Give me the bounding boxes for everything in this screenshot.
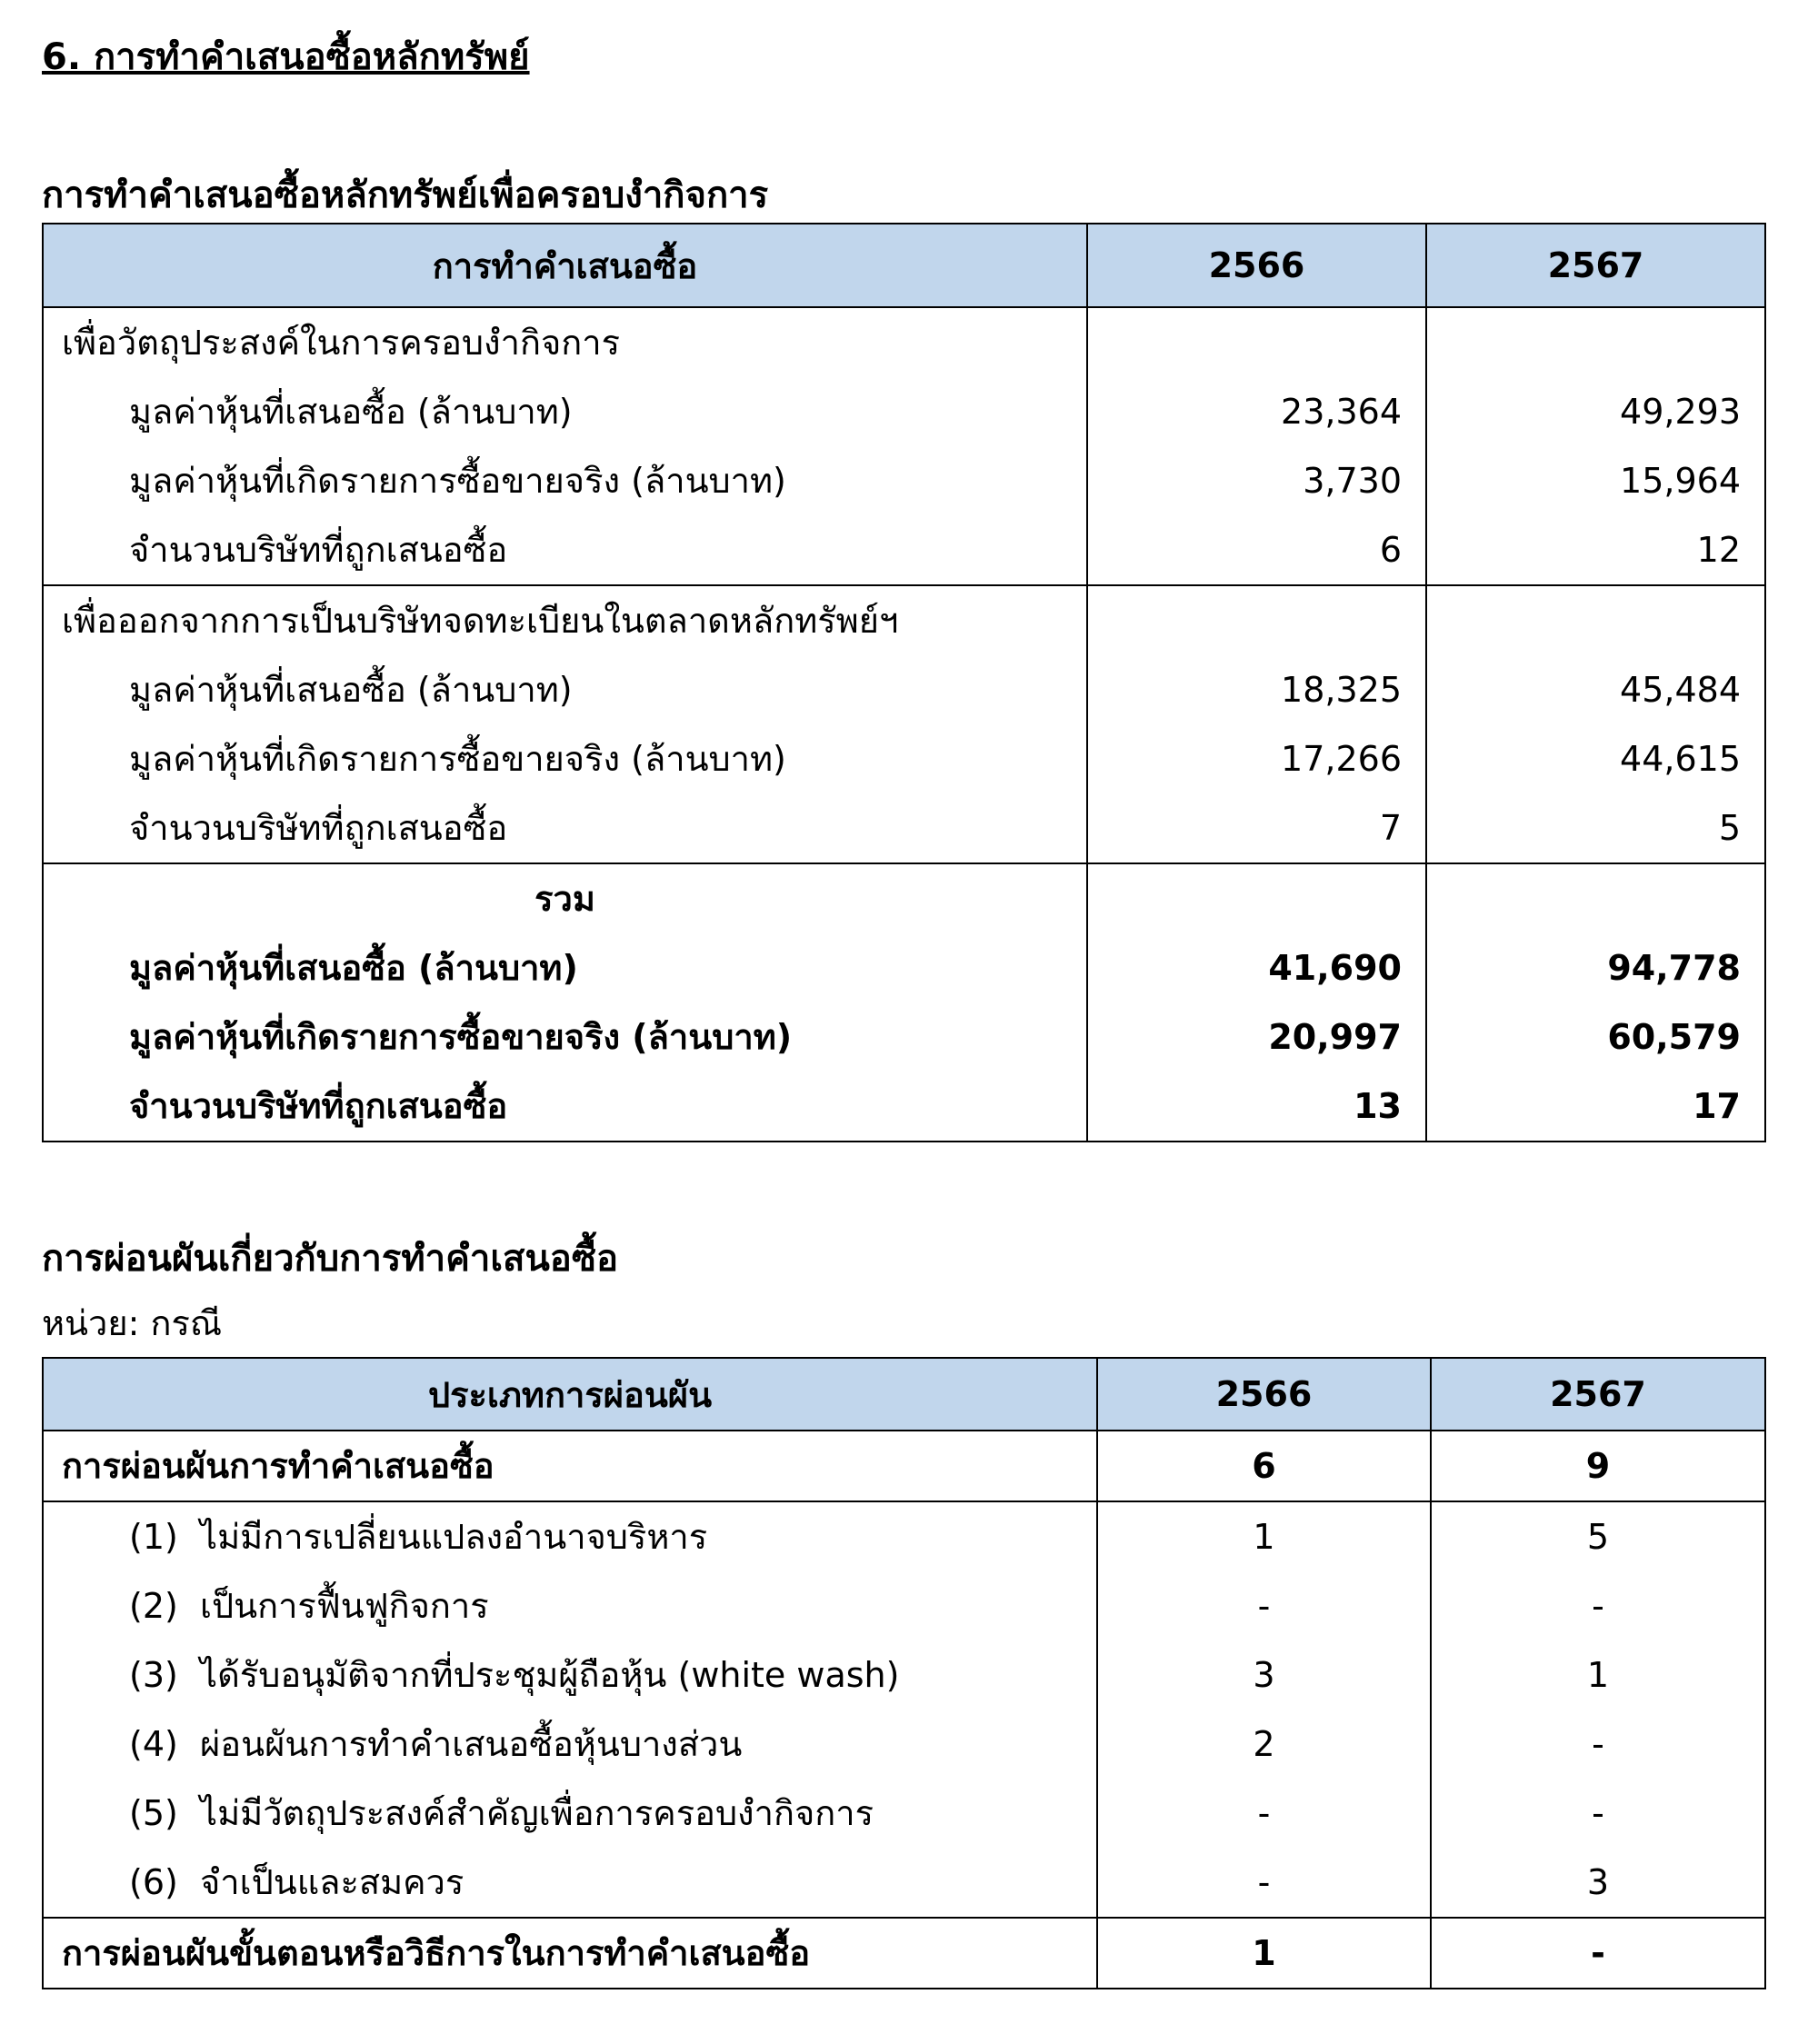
row-label: จำนวนบริษัทที่ถูกเสนอซื้อ <box>129 1086 508 1126</box>
waiver-total-row <box>43 1431 1765 1501</box>
value-2567: 60,579 <box>1607 1017 1741 1057</box>
value-2566: 20,997 <box>1268 1017 1402 1057</box>
table2-header-row <box>43 1358 1765 1431</box>
row-label: การผ่อนผันขั้นตอนหรือวิธีการในการทำคำเสนอซื้อ <box>62 1933 811 1973</box>
value-2567: 17 <box>1693 1086 1741 1126</box>
value-2566: 7 <box>1379 808 1402 848</box>
table1-group-takeover <box>43 307 1765 585</box>
list-item: (2) เป็นการฟื้นฟูกิจการ <box>129 1586 489 1626</box>
row-label: มูลค่าหุ้นที่เกิดรายการซื้อขายจริง (ล้านบาท) <box>129 739 786 779</box>
table1-group-delisting <box>43 585 1765 863</box>
group-title-total: รวม <box>534 879 595 919</box>
col-header-2567: 2567 <box>1426 224 1765 307</box>
table1-heading: การทำคำเสนอซื้อหลักทรัพย์เพื่อครอบงำกิจการ <box>42 174 769 216</box>
value-2566: 3 <box>1253 1655 1275 1695</box>
value-2566: 6 <box>1379 530 1402 570</box>
value-2566: 13 <box>1354 1086 1402 1126</box>
value-2567: 9 <box>1585 1446 1611 1486</box>
value-2566: 1 <box>1252 1933 1276 1973</box>
value-2566: 18,325 <box>1281 670 1402 710</box>
value-2567: 5 <box>1586 1517 1610 1557</box>
value-2567: 44,615 <box>1620 739 1741 779</box>
col-header-2567: 2567 <box>1431 1358 1765 1431</box>
row-label: มูลค่าหุ้นที่เกิดรายการซื้อขายจริง (ล้านบาท) <box>129 461 786 501</box>
value-2567: - <box>1591 1933 1605 1973</box>
value-2567: 5 <box>1718 808 1741 848</box>
row-label: จำนวนบริษัทที่ถูกเสนอซื้อ <box>129 530 508 570</box>
unit-label: หน่วย: กรณี <box>42 1303 223 1343</box>
value-2566: 23,364 <box>1281 392 1402 432</box>
value-2566: 3,730 <box>1303 461 1402 501</box>
table1-header-row <box>43 224 1765 307</box>
waiver-table <box>42 1357 1766 1989</box>
group-title: เพื่อออกจากการเป็นบริษัทจดทะเบียนในตลาดหลักทรัพย์ฯ <box>62 601 899 641</box>
table2-heading: การผ่อนผันเกี่ยวกับการทำคำเสนอซื้อ <box>42 1238 618 1280</box>
value-2566: 6 <box>1252 1446 1276 1486</box>
value-2566: - <box>1257 1862 1271 1902</box>
value-2567: 49,293 <box>1620 392 1741 432</box>
section-title: 6. การทำคำเสนอซื้อหลักทรัพย์ <box>42 36 530 78</box>
value-2567: - <box>1592 1793 1604 1833</box>
value-2567: 15,964 <box>1620 461 1741 501</box>
value-2566: - <box>1257 1586 1271 1626</box>
row-label: การผ่อนผันการทำคำเสนอซื้อ <box>62 1446 494 1486</box>
row-label: มูลค่าหุ้นที่เสนอซื้อ (ล้านบาท) <box>129 670 573 710</box>
row-label: จำนวนบริษัทที่ถูกเสนอซื้อ <box>129 808 508 848</box>
takeover-offer-table <box>42 223 1766 1142</box>
value-2566: 1 <box>1253 1517 1275 1557</box>
row-label: มูลค่าหุ้นที่เสนอซื้อ (ล้านบาท) <box>129 392 573 432</box>
value-2566: 17,266 <box>1281 739 1402 779</box>
waiver-items <box>43 1501 1765 1918</box>
procedure-waiver-row <box>43 1918 1765 1989</box>
value-2567: 1 <box>1586 1655 1610 1695</box>
list-item: (1) ไม่มีการเปลี่ยนแปลงอำนาจบริหาร <box>129 1517 708 1557</box>
col-header-offer: การทำคำเสนอซื้อ <box>43 224 1087 307</box>
value-2567: 94,778 <box>1607 948 1741 988</box>
group-title: เพื่อวัตถุประสงค์ในการครอบงำกิจการ <box>62 323 620 363</box>
value-2567: - <box>1592 1724 1604 1764</box>
list-item: (3) ได้รับอนุมัติจากที่ประชุมผู้ถือหุ้น (white wash) <box>129 1655 900 1695</box>
row-label: มูลค่าหุ้นที่เกิดรายการซื้อขายจริง (ล้านบาท) <box>129 1017 793 1057</box>
table1-group-total <box>43 863 1765 1142</box>
value-2567: 3 <box>1586 1862 1610 1902</box>
value-2566: 41,690 <box>1268 948 1402 988</box>
value-2567: 12 <box>1696 530 1741 570</box>
col-header-2566: 2566 <box>1087 224 1426 307</box>
col-header-2566: 2566 <box>1097 1358 1431 1431</box>
value-2567: - <box>1592 1586 1604 1626</box>
col-header-waiver-type: ประเภทการผ่อนผัน <box>43 1358 1097 1431</box>
list-item: (4) ผ่อนผันการทำคำเสนอซื้อหุ้นบางส่วน <box>129 1724 743 1764</box>
value-2567: 45,484 <box>1620 670 1741 710</box>
row-label: มูลค่าหุ้นที่เสนอซื้อ (ล้านบาท) <box>129 948 578 988</box>
list-item: (5) ไม่มีวัตถุประสงค์สำคัญเพื่อการครอบงำกิจการ <box>129 1793 874 1833</box>
list-item: (6) จำเป็นและสมควร <box>129 1862 464 1902</box>
value-2566: 2 <box>1253 1724 1275 1764</box>
value-2566: - <box>1257 1793 1271 1833</box>
